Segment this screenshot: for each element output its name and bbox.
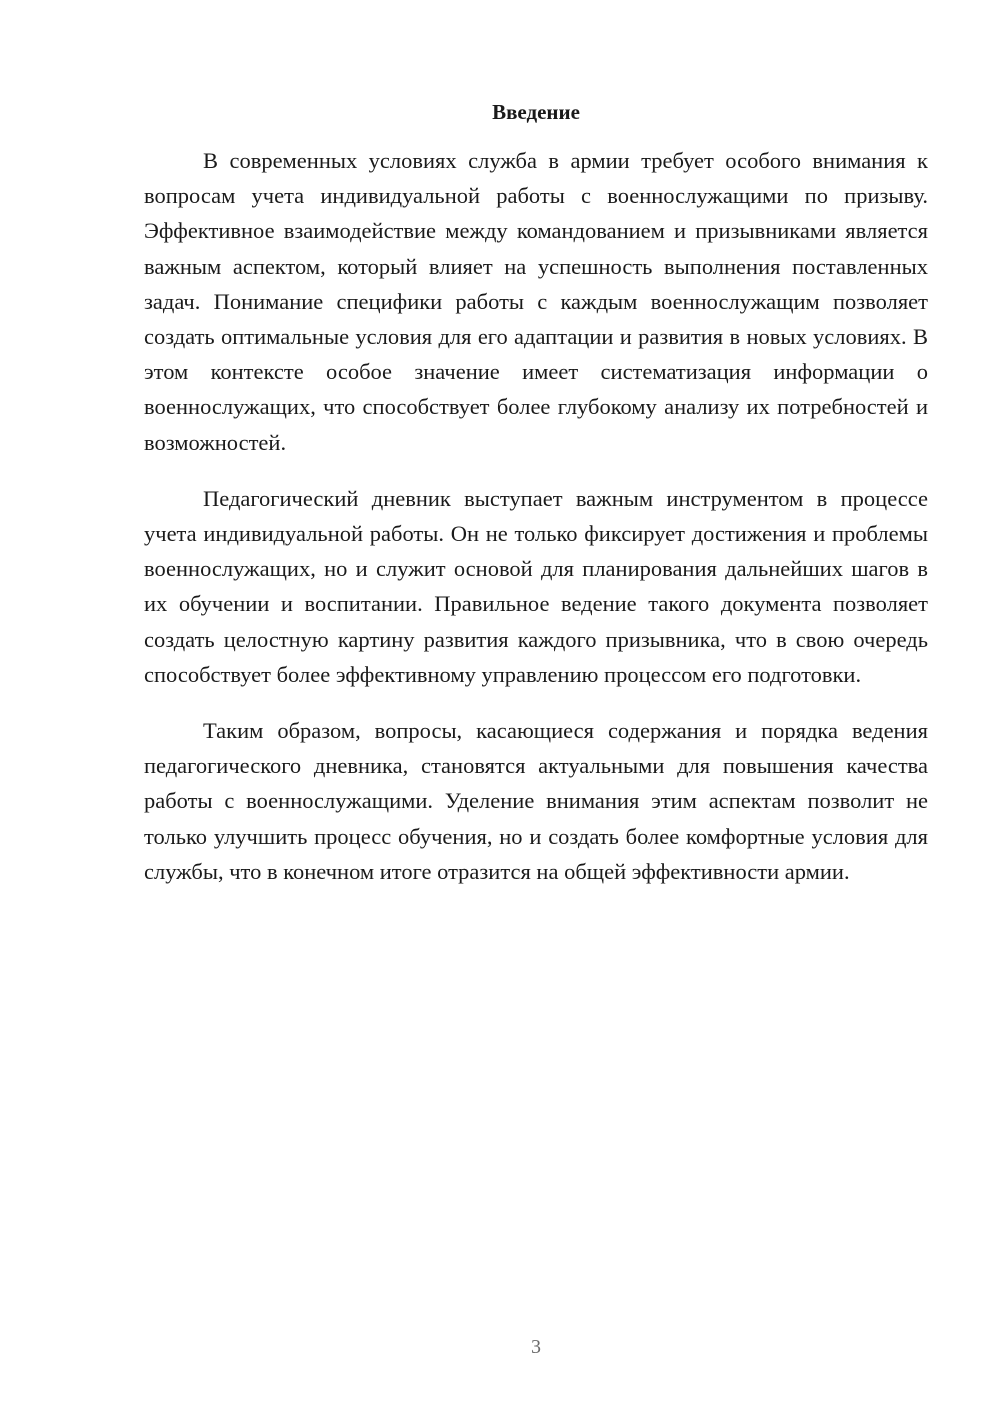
paragraph-3: Таким образом, вопросы, касающиеся содержания и порядка ведения педагогического дневника, становятся актуальными для повышения качества работы с военнослужащими. Уделение внимания этим аспектам позволит не только улучшить процесс обучения, но и создать более комфортные условия для службы, что в конечном итоге отразится на общей эффективности армии.: [144, 718, 928, 884]
paragraph-2: Педагогический дневник выступает важным инструментом в процессе учета индивидуальной работы. Он не только фиксирует достижения и проблемы военнослужащих, но и служит основой для планирования дальнейших шагов в их обучении и воспитании. Правильное ведение такого документа позволяет создать целостную картину развития каждого призывника, что в свою очередь способствует более эффективному управлению процессом его подготовки.: [144, 485, 928, 687]
page-number: 3: [531, 1336, 541, 1358]
body-text: [144, 143, 928, 910]
paragraph-1: В современных условиях служба в армии требует особого внимания к вопросам учета индивидуальной работы с военнослужащими по призыву. Эффективное взаимодействие между командованием и призывниками является важным аспектом, который влияет на успешность выполнения поставленных задач. Понимание специфики работы с каждым военнослужащим позволяет создать оптимальные условия для его адаптации и развития в новых условиях. В этом контексте особое значение имеет систематизация информации о военнослужащих, что способствует более глубокому анализу их потребностей и возможностей.: [144, 148, 928, 455]
page-title: Введение: [492, 100, 580, 124]
